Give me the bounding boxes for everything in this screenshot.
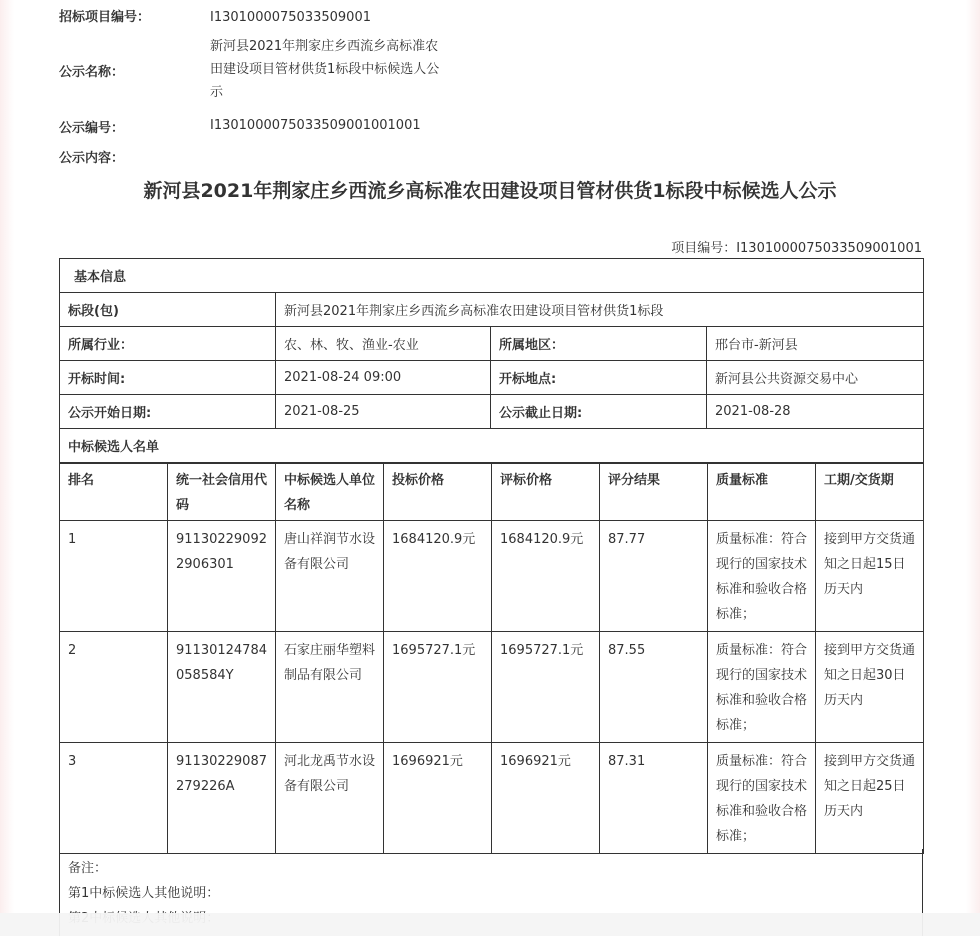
notice-no-label: 公示编号： — [59, 121, 125, 136]
col-score: 评分结果 — [600, 464, 708, 521]
company-cell: 石家庄丽华塑料制品有限公司 — [276, 632, 384, 743]
company-cell: 河北龙禹节水设备有限公司 — [276, 743, 384, 854]
industry-label: 所属行业： — [60, 327, 276, 361]
table-row — [60, 743, 924, 854]
publicity-dates-row — [60, 395, 924, 429]
eval-price-cell: 1695727.1元 — [492, 632, 600, 743]
project-number: 项目编号：I1301000075033509001001 — [671, 241, 922, 256]
lot-value: 新河县2021年荆家庄乡西流乡高标准农田建设项目管材供货1标段 — [276, 293, 924, 327]
notice-name-line-1: 新河县2021年荆家庄乡西流乡高标准农 — [210, 39, 439, 54]
industry-row — [60, 327, 924, 361]
credit-code-cell: 91130229087279226A — [168, 743, 276, 854]
table-row — [60, 521, 924, 632]
tender-no-label: 招标项目编号： — [59, 10, 151, 25]
notice-name-label: 公示名称： — [59, 65, 125, 80]
page-right-shade — [966, 0, 980, 936]
col-rank: 排名 — [60, 464, 168, 521]
candidates-title-row — [60, 429, 924, 463]
open-time-value: 2021-08-24 09:00 — [276, 361, 491, 395]
company-cell: 唐山祥润节水设备有限公司 — [276, 521, 384, 632]
notice-content-label: 公示内容： — [59, 151, 125, 166]
open-place-value: 新河县公共资源交易中心 — [707, 361, 924, 395]
start-date-value: 2021-08-25 — [276, 395, 491, 429]
region-value: 邢台市-新河县 — [707, 327, 924, 361]
end-date-value: 2021-08-28 — [707, 395, 924, 429]
table-row — [60, 632, 924, 743]
industry-value: 农、林、牧、渔业-农业 — [276, 327, 491, 361]
bid-price-cell: 1684120.9元 — [384, 521, 492, 632]
candidates-table — [59, 463, 924, 854]
document-title: 新河县2021年荆家庄乡西流乡高标准农田建设项目管材供货1标段中标候选人公示 — [143, 180, 837, 202]
score-cell: 87.31 — [600, 743, 708, 854]
lot-label: 标段(包) — [60, 293, 276, 327]
eval-price-cell: 1696921元 — [492, 743, 600, 854]
delivery-cell: 接到甲方交货通知之日起25日历天内 — [816, 743, 924, 854]
basic-info-table — [59, 258, 924, 463]
page-left-shade — [0, 0, 14, 936]
bid-price-cell: 1696921元 — [384, 743, 492, 854]
quality-cell: 质量标准：符合现行的国家技术标准和验收合格标准； — [708, 521, 816, 632]
col-quality: 质量标准 — [708, 464, 816, 521]
basic-info-title: 基本信息 — [60, 259, 924, 293]
credit-code-cell: 911302290922906301 — [168, 521, 276, 632]
eval-price-cell: 1684120.9元 — [492, 521, 600, 632]
bottom-bar — [0, 913, 980, 936]
delivery-cell: 接到甲方交货通知之日起30日历天内 — [816, 632, 924, 743]
basic-info-header-row — [60, 259, 924, 293]
lot-row — [60, 293, 924, 327]
candidates-header-row — [60, 464, 924, 521]
col-eval-price: 评标价格 — [492, 464, 600, 521]
credit-code-cell: 91130124784058584Y — [168, 632, 276, 743]
end-date-label: 公示截止日期: — [491, 395, 707, 429]
open-place-label: 开标地点: — [491, 361, 707, 395]
bid-price-cell: 1695727.1元 — [384, 632, 492, 743]
rank-cell: 1 — [60, 521, 168, 632]
delivery-cell: 接到甲方交货通知之日起15日历天内 — [816, 521, 924, 632]
rank-cell: 2 — [60, 632, 168, 743]
col-credit-code: 统一社会信用代码 — [168, 464, 276, 521]
notice-name-line-3: 示 — [210, 85, 224, 100]
remarks-label: 备注： — [68, 861, 108, 876]
remarks-line-1: 第1中标候选人其他说明： — [68, 886, 220, 901]
rank-cell: 3 — [60, 743, 168, 854]
score-cell: 87.77 — [600, 521, 708, 632]
open-row — [60, 361, 924, 395]
region-label: 所属地区： — [491, 327, 707, 361]
col-delivery: 工期/交货期 — [816, 464, 924, 521]
notice-name-line-2: 田建设项目管材供货1标段中标候选人公 — [210, 62, 440, 77]
col-bid-price: 投标价格 — [384, 464, 492, 521]
notice-no-value: I1301000075033509001001001 — [210, 118, 421, 133]
start-date-label: 公示开始日期: — [60, 395, 276, 429]
tender-no-value: I1301000075033509001 — [210, 10, 371, 25]
quality-cell: 质量标准：符合现行的国家技术标准和验收合格标准； — [708, 743, 816, 854]
col-company: 中标候选人单位名称 — [276, 464, 384, 521]
quality-cell: 质量标准：符合现行的国家技术标准和验收合格标准； — [708, 632, 816, 743]
candidates-title: 中标候选人名单 — [60, 429, 924, 463]
score-cell: 87.55 — [600, 632, 708, 743]
open-time-label: 开标时间: — [60, 361, 276, 395]
